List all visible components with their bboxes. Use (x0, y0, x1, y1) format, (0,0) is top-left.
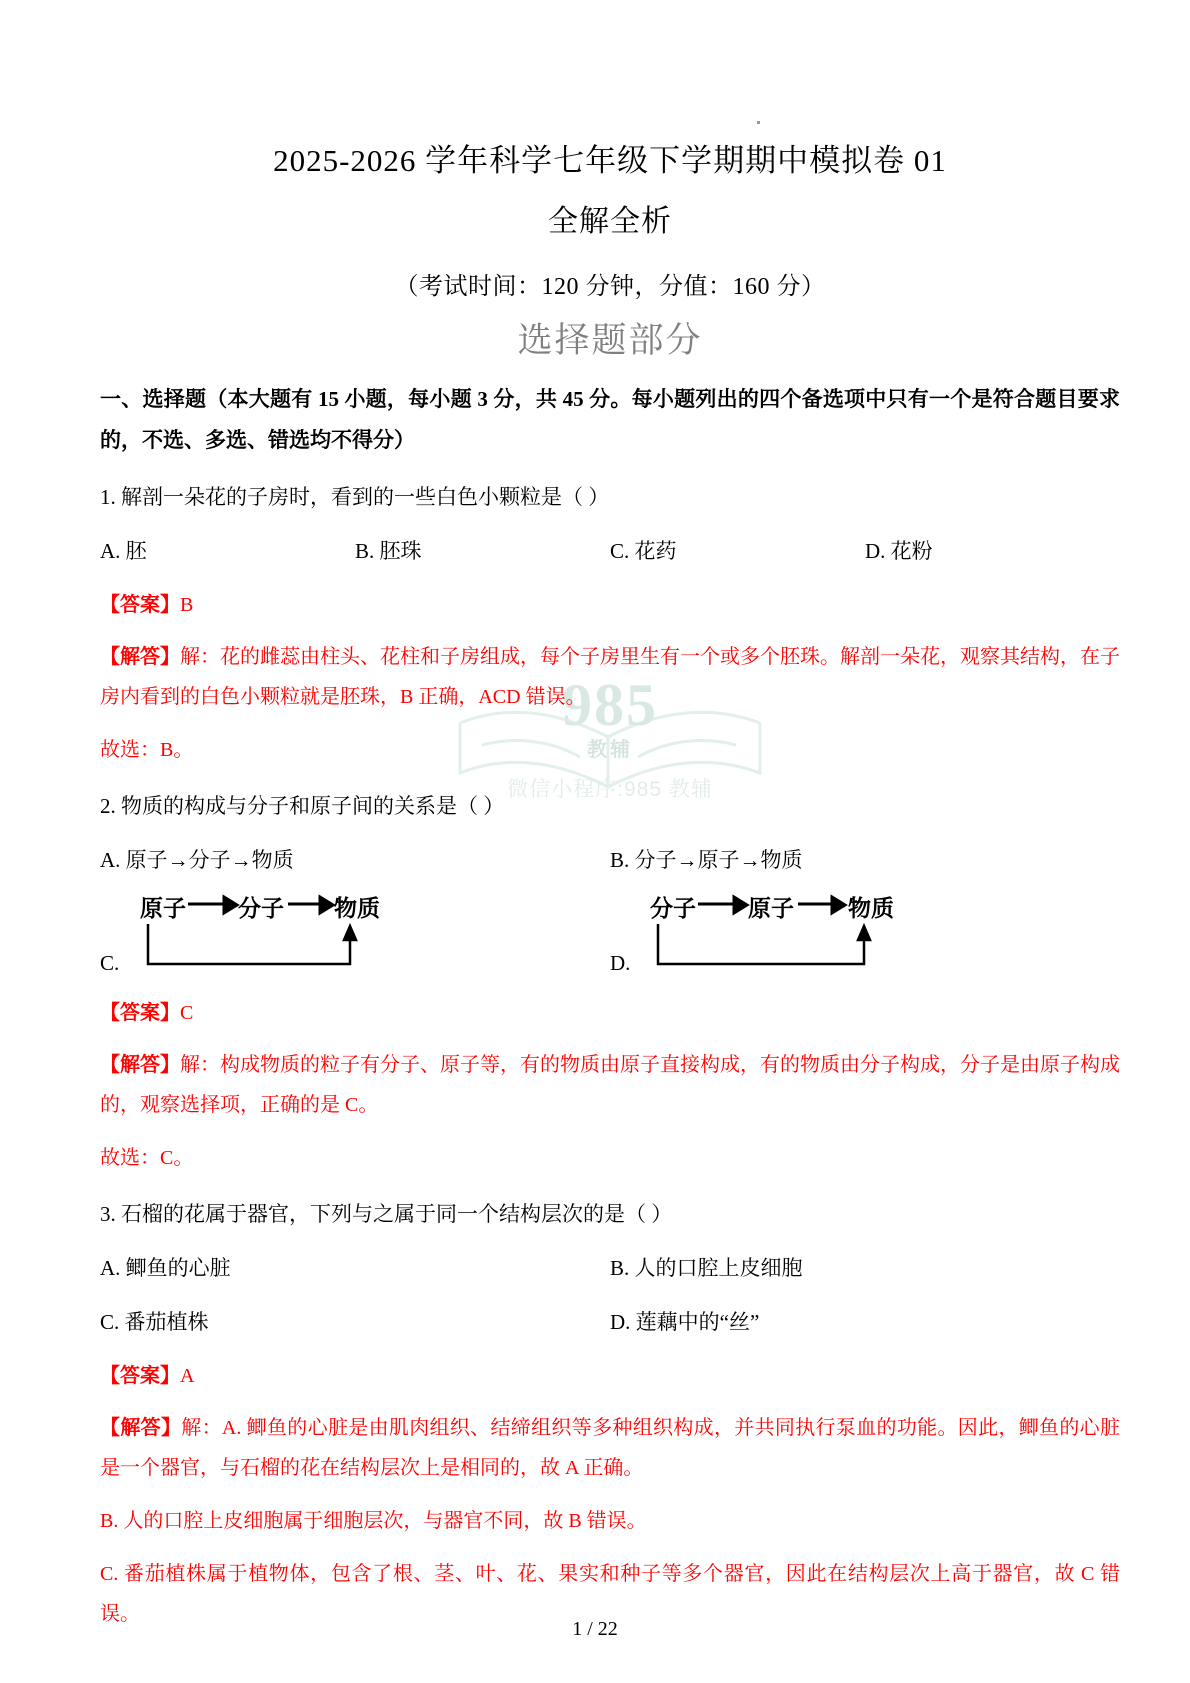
option-b[interactable]: B. 分子→原子→物质 (610, 848, 803, 873)
question-3-explanation-c: C. 番茄植株属于植物体，包含了根、茎、叶、花、果实和种子等多个器官，因此在结构层次上高于器官，故 C 错误。 (100, 1563, 1120, 1626)
explain-tag: 【解答】 (100, 1053, 180, 1076)
option-c[interactable]: C. 番茄植株 (100, 1309, 209, 1334)
answer-value: B (180, 594, 194, 617)
option-c-diagram (138, 894, 383, 978)
exam-meta: （考试时间：120 分钟，分值：160 分） (394, 273, 826, 300)
question-2-stem: 2. 物质的构成与分子和原子间的关系是（ ） (100, 794, 505, 819)
explain-text: 解：A. 鲫鱼的心脏是由肌肉组织、结缔组织等多种组织构成，并共同执行泵血的功能。因此，鲫鱼的心脏是一个器官，与石榴的花在结构层次上是相同的，故 A 正确。 (100, 1417, 1121, 1480)
question-2-explanation (100, 1045, 1120, 1125)
document-subtitle: 全解全析 (548, 204, 672, 238)
question-1-explanation (100, 637, 1120, 717)
section-heading: 一、选择题（本大题有 15 小题，每小题 3 分，共 45 分。每小题列出的四个备选项中只有一个是符合题目要求的，不选、多选、错选均不得分） (100, 386, 1120, 452)
diagram-node-3: 物质 (848, 894, 893, 921)
question-2-conclusion: 故选：C。 (100, 1146, 194, 1169)
option-a[interactable]: A. 原子→分子→物质 (100, 848, 294, 873)
explain-tag: 【解答】 (100, 646, 180, 669)
question-1-answer (100, 587, 1120, 623)
question-1-options (100, 533, 1120, 571)
page-content (100, 0, 1120, 1683)
watermark-logo-sub: 教辅 (587, 739, 633, 761)
diagram-node-3: 物质 (334, 894, 380, 921)
option-c[interactable]: C. 花药 (610, 538, 677, 563)
diagram-node-2: 原子 (748, 894, 794, 921)
question-3-explanation-b: B. 人的口腔上皮细胞属于细胞层次，与器官不同，故 B 错误。 (100, 1510, 647, 1533)
question-3-stem: 3. 石榴的花属于器官，下列与之属于同一个结构层次的是（ ） (100, 1201, 673, 1226)
page-footer: 1 / 22 (572, 1618, 618, 1640)
question-3-options-row-2 (100, 1304, 1120, 1342)
option-c-label: C. (100, 950, 120, 975)
explain-tag: 【解答】 (100, 1417, 182, 1440)
option-d[interactable] (610, 894, 1120, 978)
watermark-mini-program: 微信小程序:985 教辅 (507, 778, 713, 801)
explain-text: 解：花的雌蕊由柱头、花柱和子房组成，每个子房里生有一个或多个胚珠。解剖一朵花，观察其结构，在子房内看到的白色小颗粒就是胚珠，B 正确，ACD 错误。 (100, 646, 1120, 709)
option-b[interactable]: B. 胚珠 (355, 538, 422, 563)
explain-text: 解：构成物质的粒子有分子、原子等，有的物质由原子直接构成，有的物质由分子构成，分子是由原子构成的，观察选择项，正确的是 C。 (100, 1053, 1120, 1116)
answer-tag: 【答案】 (100, 594, 180, 617)
part-title: 选择题部分 (517, 320, 703, 360)
option-d-diagram (648, 894, 893, 978)
option-d[interactable]: D. 莲藕中的“丝” (610, 1309, 760, 1334)
question-1-conclusion: 故选：B。 (100, 739, 194, 762)
option-d-label: D. (610, 950, 631, 975)
question-2-options (100, 842, 1120, 880)
question-3-explanation (100, 1408, 1120, 1488)
question-2-answer (100, 995, 1120, 1031)
diagram-node-2: 分子 (238, 894, 284, 921)
question-3-options-row-1 (100, 1250, 1120, 1288)
option-c[interactable] (100, 894, 610, 978)
question-2-diagram-options (100, 894, 1120, 978)
answer-value: A (180, 1365, 195, 1388)
option-d[interactable]: D. 花粉 (865, 538, 933, 563)
diagram-node-1: 原子 (140, 894, 186, 921)
answer-tag: 【答案】 (100, 1365, 180, 1388)
diagram-node-1: 分子 (650, 894, 696, 921)
question-3-answer (100, 1358, 1120, 1394)
option-a[interactable]: A. 胚 (100, 538, 147, 563)
question-1-stem: 1. 解剖一朵花的子房时，看到的一些白色小颗粒是（ ） (100, 484, 610, 509)
answer-value: C (180, 1001, 194, 1024)
option-a[interactable]: A. 鲫鱼的心脏 (100, 1255, 231, 1280)
answer-tag: 【答案】 (100, 1001, 180, 1024)
page-title: 2025-2026 学年科学七年级下学期期中模拟卷 01 (273, 143, 947, 178)
watermark-logo: 985 (562, 672, 658, 738)
option-b[interactable]: B. 人的口腔上皮细胞 (610, 1255, 803, 1280)
